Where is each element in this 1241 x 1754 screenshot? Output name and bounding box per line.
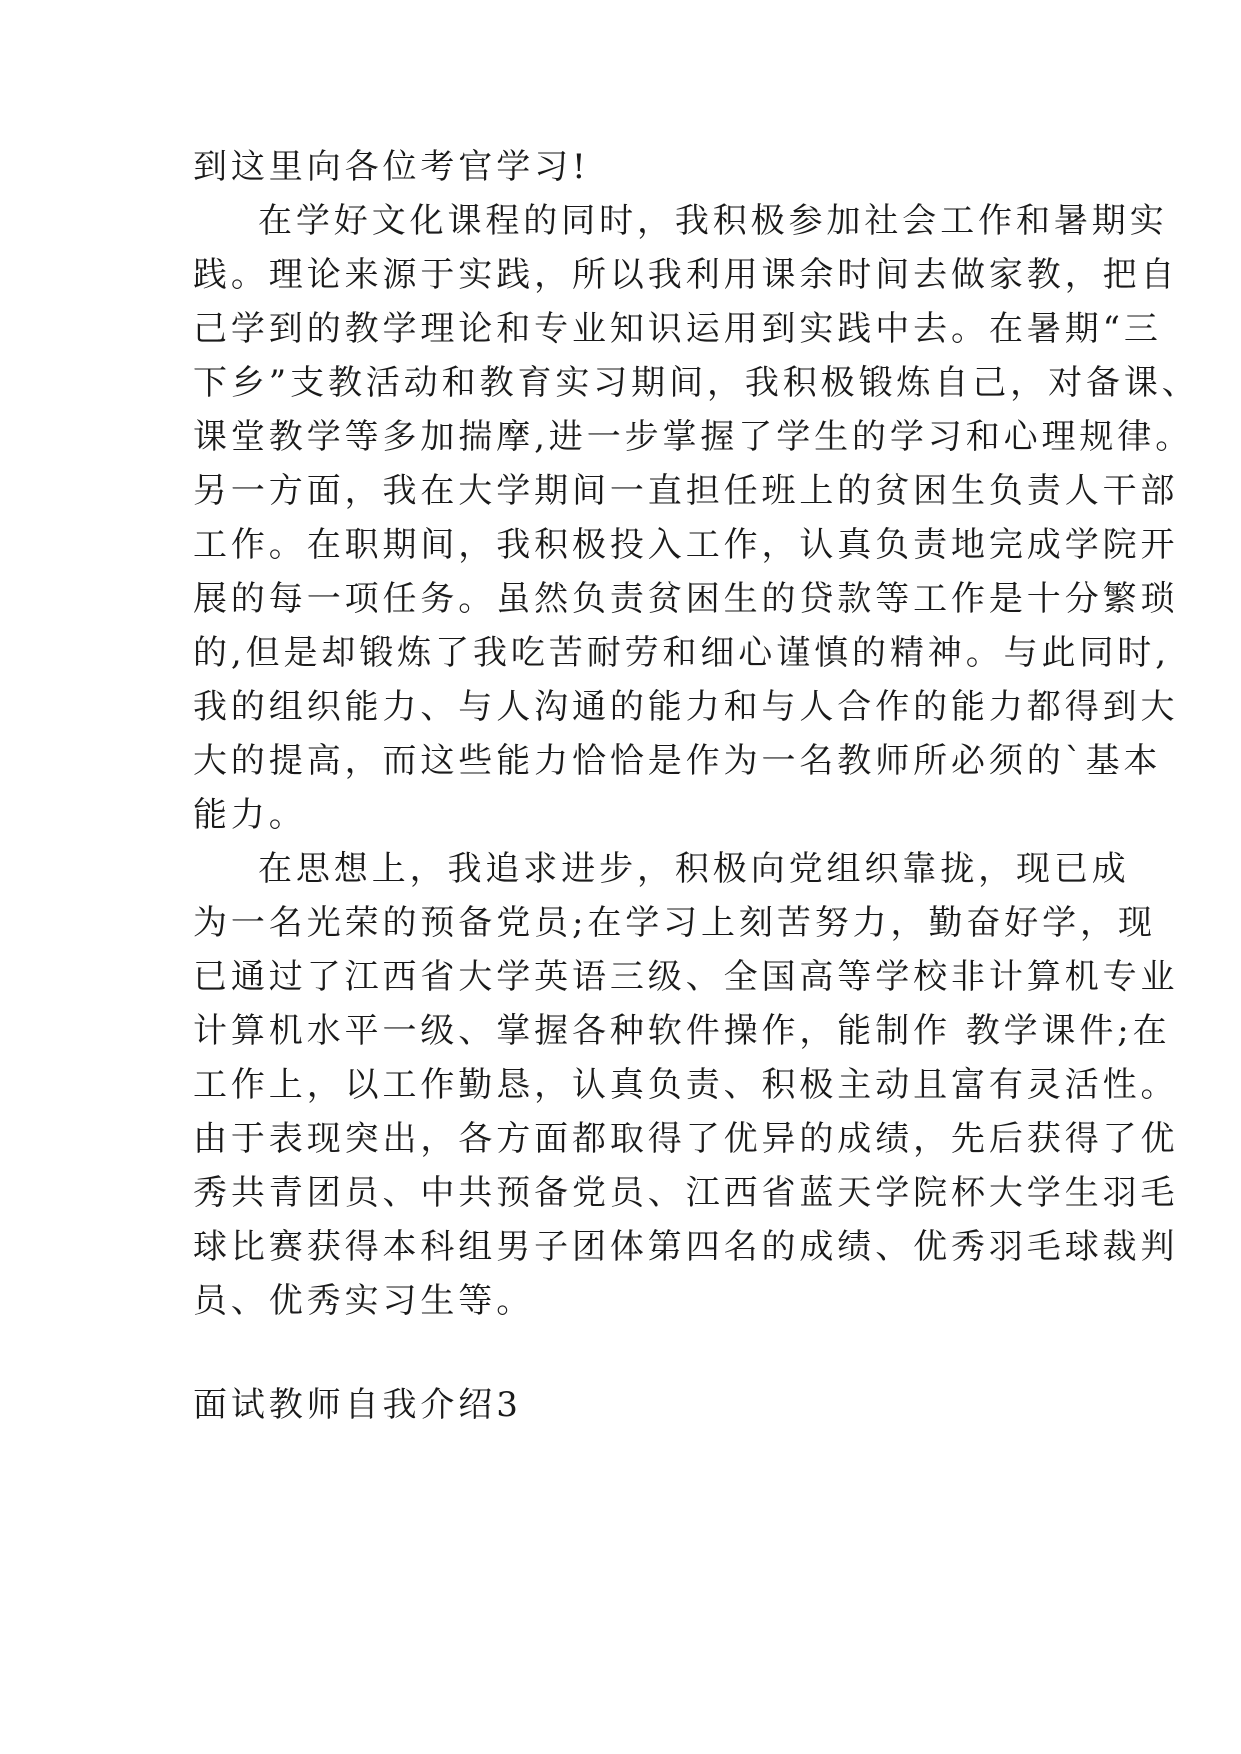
- text-line: 由于表现突出，各方面都取得了优异的成绩，先后获得了优: [193, 1119, 1179, 1159]
- text-line: 工作上，以工作勤恳，认真负责、积极主动且富有灵活性。: [193, 1065, 1179, 1105]
- text-line: 在思想上，我追求进步，积极向党组织靠拢，现已成: [258, 849, 1130, 889]
- text-line: 球比赛获得本科组男子团体第四名的成绩、优秀羽毛球裁判: [193, 1227, 1179, 1267]
- text-line: 大的提高，而这些能力恰恰是作为一名教师所必须的`基本: [193, 741, 1162, 781]
- text-line: 课堂教学等多加揣摩,进一步掌握了学生的学习和心理规律。: [193, 417, 1194, 457]
- text-line: 己学到的教学理论和专业知识运用到实践中去。在暑期“三: [193, 309, 1162, 349]
- text-line: 在学好文化课程的同时，我积极参加社会工作和暑期实: [258, 201, 1168, 241]
- text-line: 展的每一项任务。虽然负责贫困生的贷款等工作是十分繁琐: [193, 579, 1179, 619]
- text-line: 我的组织能力、与人沟通的能力和与人合作的能力都得到大: [193, 687, 1179, 727]
- text-line: 到这里向各位考官学习!: [193, 147, 590, 187]
- text-line: 下乡”支教活动和教育实习期间，我积极锻炼自己，对备课、: [193, 363, 1200, 403]
- text-line: 工作。在职期间，我积极投入工作，认真负责地完成学院开: [193, 525, 1179, 565]
- text-line: 计算机水平一级、掌握各种软件操作，能制作 教学课件;在: [193, 1011, 1171, 1051]
- text-line: 已通过了江西省大学英语三级、全国高等学校非计算机专业: [193, 957, 1179, 997]
- text-line: 能力。: [193, 795, 307, 835]
- text-line: 另一方面，我在大学期间一直担任班上的贫困生负责人干部: [193, 471, 1179, 511]
- text-line: 的,但是却锻炼了我吃苦耐劳和细心谨慎的精神。与此同时,: [193, 633, 1170, 673]
- text-line: 秀共青团员、中共预备党员、江西省蓝天学院杯大学生羽毛: [193, 1173, 1179, 1213]
- section-heading: 面试教师自我介绍3: [193, 1385, 522, 1425]
- text-line: 为一名光荣的预备党员;在学习上刻苦努力，勤奋好学，现: [193, 903, 1156, 943]
- text-line: 践。理论来源于实践，所以我利用课余时间去做家教，把自: [193, 255, 1179, 295]
- text-line: 员、优秀实习生等。: [193, 1281, 535, 1321]
